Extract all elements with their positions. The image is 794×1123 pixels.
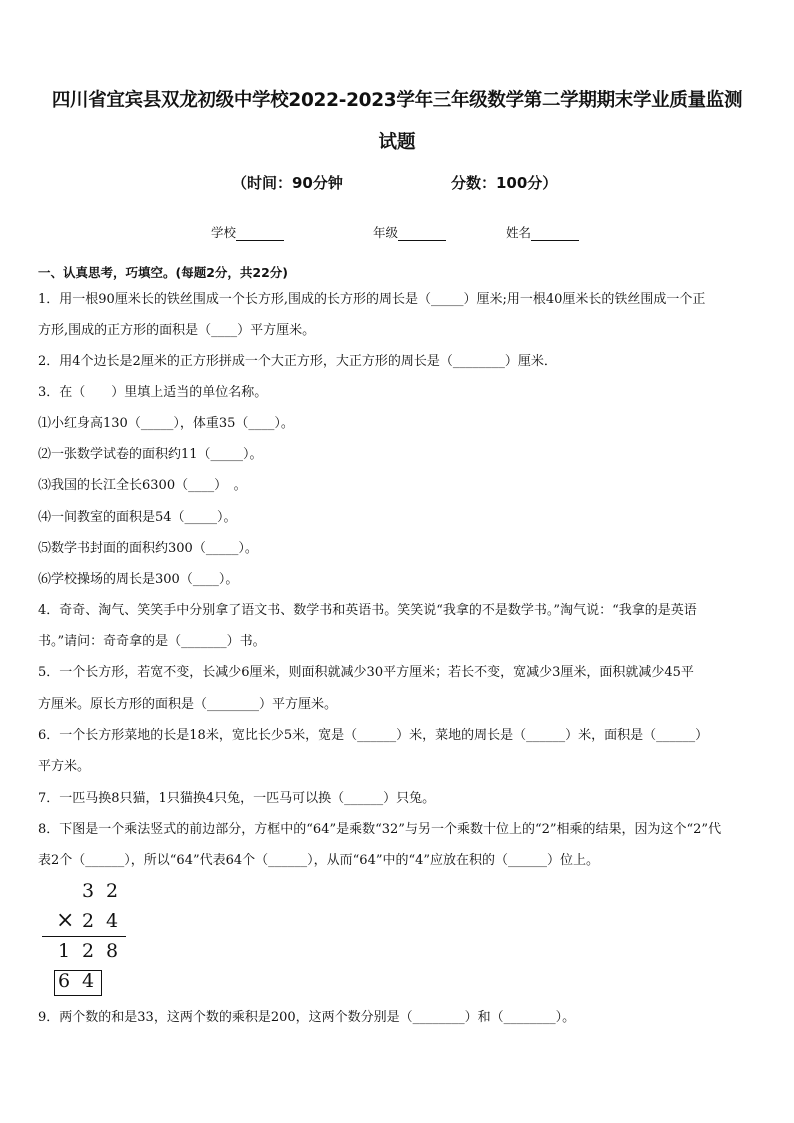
- digit: 1: [58, 940, 71, 962]
- digit: 8: [106, 940, 119, 962]
- question-line: ⑴小红身高130（_____），体重35（____）。: [38, 416, 294, 431]
- digit: 4: [106, 910, 119, 932]
- question-line: 5．一个长方形，若宽不变，长减少6厘米，则面积就减少30平方厘米；若长不变，宽减少3厘米，面积就减少45平: [38, 665, 694, 680]
- calc-rule: [42, 936, 126, 937]
- question-line: 8．下图是一个乘法竖式的前边部分，方框中的“64”是乘数“32”与另一个乘数十位上的“2”相乘的结果，因为这个“2”代: [38, 822, 722, 837]
- exam-time: （时间：90分钟: [232, 174, 343, 192]
- question-line: ⑶我国的长江全长6300（____） 。: [38, 478, 247, 493]
- digit: 6: [58, 970, 71, 992]
- name-label: 姓名: [506, 225, 532, 240]
- question-line: 方厘米。原长方形的面积是（________）平方厘米。: [38, 697, 338, 712]
- page-title: 四川省宜宾县双龙初级中学校2022-2023学年三年级数学第二学期期末学业质量监测: [51, 90, 743, 111]
- school-blank[interactable]: [236, 227, 284, 241]
- question-line: 3．在（ ）里填上适当的单位名称。: [38, 385, 268, 400]
- name-blank[interactable]: [531, 227, 579, 241]
- school-label: 学校: [211, 225, 237, 240]
- question-line: 平方米。: [38, 759, 91, 774]
- question-line: 6．一个长方形菜地的长是18米，宽比长少5米，宽是（______）米，菜地的周长是（______）米，面积是（______）: [38, 728, 709, 743]
- digit: 2: [106, 880, 119, 902]
- digit: 4: [82, 970, 95, 992]
- vertical-multiplication: [40, 878, 130, 998]
- question-line: ⑸数学书封面的面积约300（_____）。: [38, 541, 258, 556]
- question-line: 2．用4个边长是2厘米的正方形拼成一个大正方形，大正方形的周长是（________）厘米．: [38, 354, 557, 369]
- grade-field: [373, 223, 446, 241]
- section-heading: 一、认真思考，巧填空。(每题2分，共22分): [38, 265, 289, 280]
- name-field: [506, 223, 579, 241]
- multiply-sign: ×: [56, 908, 75, 933]
- school-field: [211, 223, 284, 241]
- grade-blank[interactable]: [398, 227, 446, 241]
- digit: 2: [82, 940, 95, 962]
- digit: 2: [82, 910, 95, 932]
- question-line: ⑷一间教室的面积是54（_____）。: [38, 510, 237, 525]
- question-line: ⑵一张数学试卷的面积约11（_____）。: [38, 447, 263, 462]
- question-line: 7．一匹马换8只猫，1只猫换4只兔，一匹马可以换（______）只兔。: [38, 791, 436, 806]
- question-line: 1．用一根90厘米长的铁丝围成一个长方形,围成的长方形的周长是（_____）厘米;用一根40厘米长的铁丝围成一个正: [38, 292, 706, 307]
- digit: 3: [82, 880, 95, 902]
- question-line: 书。”请问：奇奇拿的是（_______）书。: [38, 634, 266, 649]
- question-line: 方形,围成的正方形的面积是（____）平方厘米。: [38, 323, 316, 338]
- page-title-line2: 试题: [378, 132, 416, 153]
- question-line: 9．两个数的和是33，这两个数的乘积是200，这两个数分别是（________）和（________）。: [38, 1010, 576, 1025]
- grade-label: 年级: [373, 225, 399, 240]
- question-line: 表2个（______），所以“64”代表64个（______），从而“64”中的“4”应放在积的（______）位上。: [38, 853, 600, 868]
- exam-score: 分数：100分）: [451, 174, 558, 192]
- question-line: 4．奇奇、淘气、笑笑手中分别拿了语文书、数学书和英语书。笑笑说“我拿的不是数学书。”淘气说：“我拿的是英语: [38, 603, 697, 618]
- question-line: ⑹学校操场的周长是300（____）。: [38, 572, 239, 587]
